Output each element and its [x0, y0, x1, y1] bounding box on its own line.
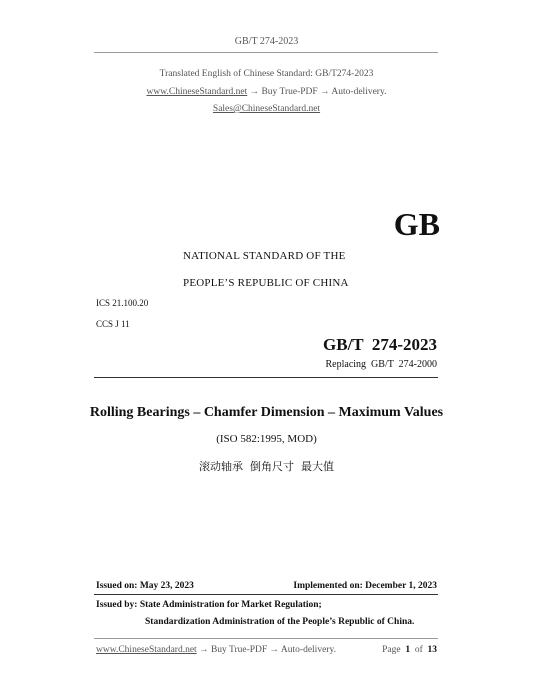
document-title: Rolling Bearings – Chamfer Dimension – Maximum Values: [89, 405, 444, 420]
ccs-code: CCS J 11: [96, 319, 130, 329]
footer-site-link[interactable]: www.ChineseStandard.net: [96, 645, 197, 655]
email-line: [0, 104, 533, 114]
footer-buy-text: → Buy True-PDF → Auto-delivery.: [196, 645, 336, 655]
ics-code: ICS 21.100.20: [96, 298, 149, 308]
national-standard-line1: NATIONAL STANDARD OF THE: [183, 250, 346, 262]
purchase-line: [0, 87, 533, 97]
page-of: of: [414, 645, 423, 655]
page-current: 1: [405, 645, 411, 655]
number-divider: [94, 377, 438, 378]
implemented-date: Implemented on: December 1, 2023: [293, 581, 437, 591]
page-label: Page: [382, 645, 401, 655]
issuer-line2: Standardization Administration of the People’s Republic of China.: [145, 617, 415, 627]
translation-note: Translated English of Chinese Standard: GB/T274-2023: [159, 69, 374, 79]
chinese-title: 滚动轴承 倒角尺寸 最大值: [199, 460, 334, 473]
iso-reference: (ISO 582:1995, MOD): [216, 433, 317, 445]
standard-number: GB/T 274-2023: [323, 335, 437, 354]
page-total: 13: [427, 645, 437, 655]
site-link[interactable]: www.ChineseStandard.net: [146, 87, 248, 97]
dates-divider: [94, 594, 438, 595]
running-header: GB/T 274-2023: [234, 36, 299, 47]
page-indicator: [330, 645, 437, 655]
buy-text: → Buy True-PDF → Auto-delivery.: [247, 87, 387, 97]
footer-divider: [94, 638, 438, 639]
replacing-note: Replacing GB/T 274-2000: [325, 359, 437, 370]
header-divider: [94, 52, 438, 53]
gb-logo: GB: [393, 206, 440, 242]
email-link[interactable]: Sales@ChineseStandard.net: [212, 104, 321, 114]
national-standard-line2: PEOPLE’S REPUBLIC OF CHINA: [183, 277, 349, 289]
issuer-line1: Issued by: State Administration for Market Regulation;: [96, 600, 322, 610]
issued-date: Issued on: May 23, 2023: [96, 581, 194, 591]
footer-purchase-line: [96, 645, 336, 655]
